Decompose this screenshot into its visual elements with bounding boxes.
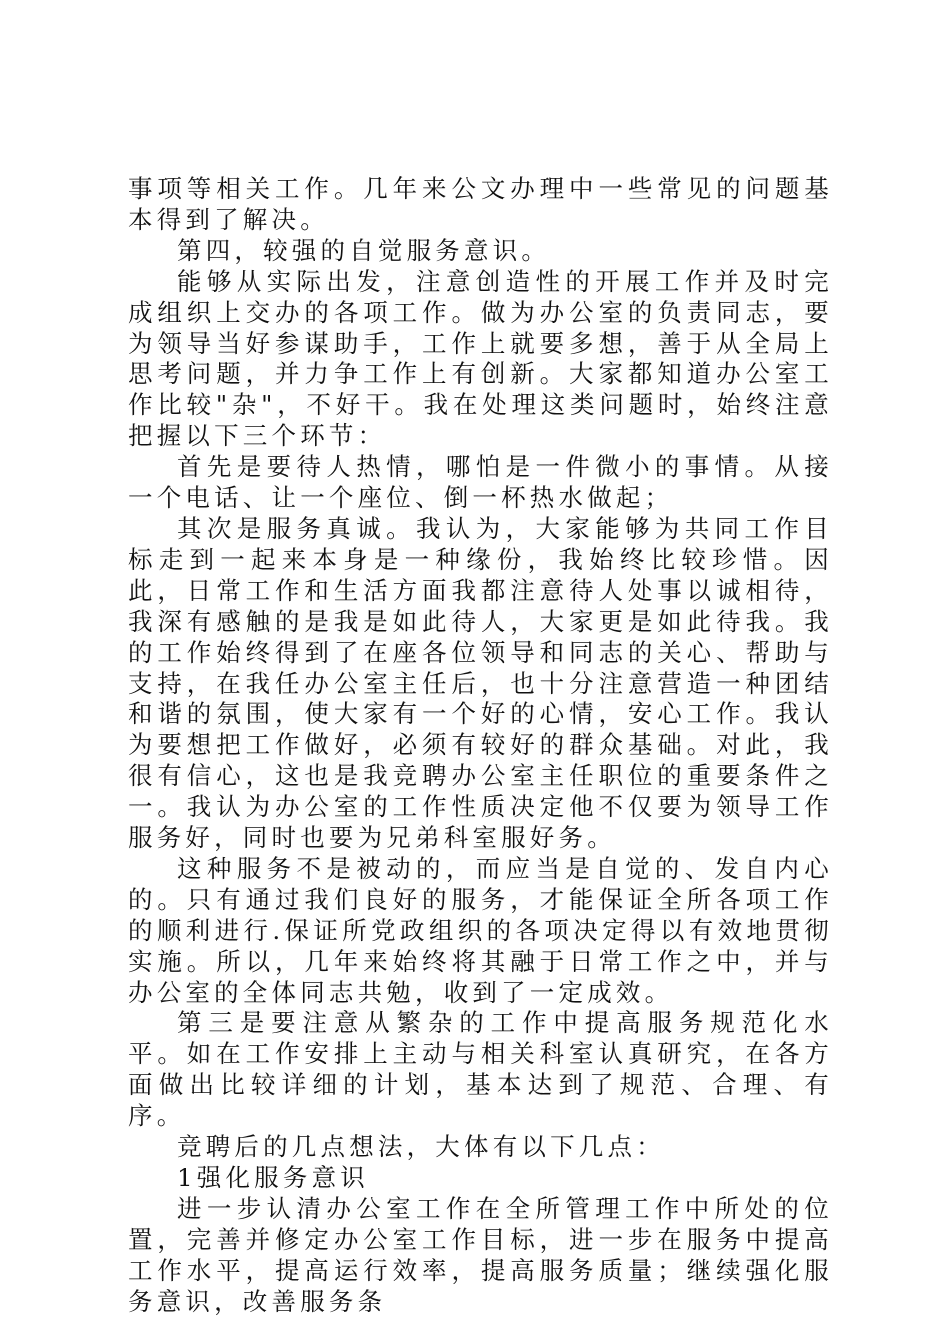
paragraph: 其次是服务真诚。我认为，大家能够为共同工作目标走到一起来本身是一种缘份，我始终比较珍惜。因此，日常工作和生活方面我都注意待人处事以诚相待，我深有感触的是我是如此待人，大家更是如此待我。我的工作始终得到了在座各位领导和同志的关心、帮助与支持，在我任办公室主任后，也十分注意营造一种团结和谐的氛围，使大家有一个好的心情，安心工作。我认为要想把工作做好，必须有较好的群众基础。对此，我很有信心，这也是我竞聘办公室主任职位的重要条件之一。我认为办公室的工作性质决定他不仅要为领导工作服务好，同时也要为兄弟科室服好务。 — [128, 513, 833, 853]
heading-fourth-point: 第四，较强的自觉服务意识。 — [177, 235, 551, 265]
section-heading: 1强化服务意识 — [177, 1163, 369, 1192]
paragraph: 能够从实际出发，注意创造性的开展工作并及时完成组织上交办的各项工作。做为办公室的负责同志，要为领导当好参谋助手，工作上就要多想，善于从全局上思考问题，并力争工作上有创新。大家都知道办公室工作比较"杂"，不好干。我在处理这类问题时，始终注意把握以下三个环节： — [128, 266, 833, 451]
document-body — [128, 174, 833, 1318]
paragraph: 第三是要注意从繁杂的工作中提高服务规范化水平。如在工作安排上主动与相关科室认真研究，在各方面做出比较详细的计划，基本达到了规范、合理、有序。 — [128, 1008, 833, 1131]
paragraph: 进一步认清办公室工作在全所管理工作中所处的位置，完善并修定办公室工作目标，进一步在服务中提高工作水平，提高运行效率，提高服务质量；继续强化服务意识，改善服务条 — [128, 1193, 833, 1316]
paragraph: 首先是要待人热情，哪怕是一件微小的事情。从接一个电话、让一个座位、倒一杯热水做起； — [128, 452, 833, 513]
paragraph: 这种服务不是被动的，而应当是自觉的、发自内心的。只有通过我们良好的服务，才能保证全所各项工作的顺利进行.保证所党政组织的各项决定得以有效地贯彻实施。所以，几年来始终将其融于日常工作之中，并与办公室的全体同志共勉，收到了一定成效。 — [128, 853, 833, 1007]
paragraph: 竞聘后的几点想法，大体有以下几点： — [177, 1132, 665, 1162]
paragraph-continuation: 事项等相关工作。几年来公文办理中一些常见的问题基本得到了解决。 — [128, 174, 833, 234]
